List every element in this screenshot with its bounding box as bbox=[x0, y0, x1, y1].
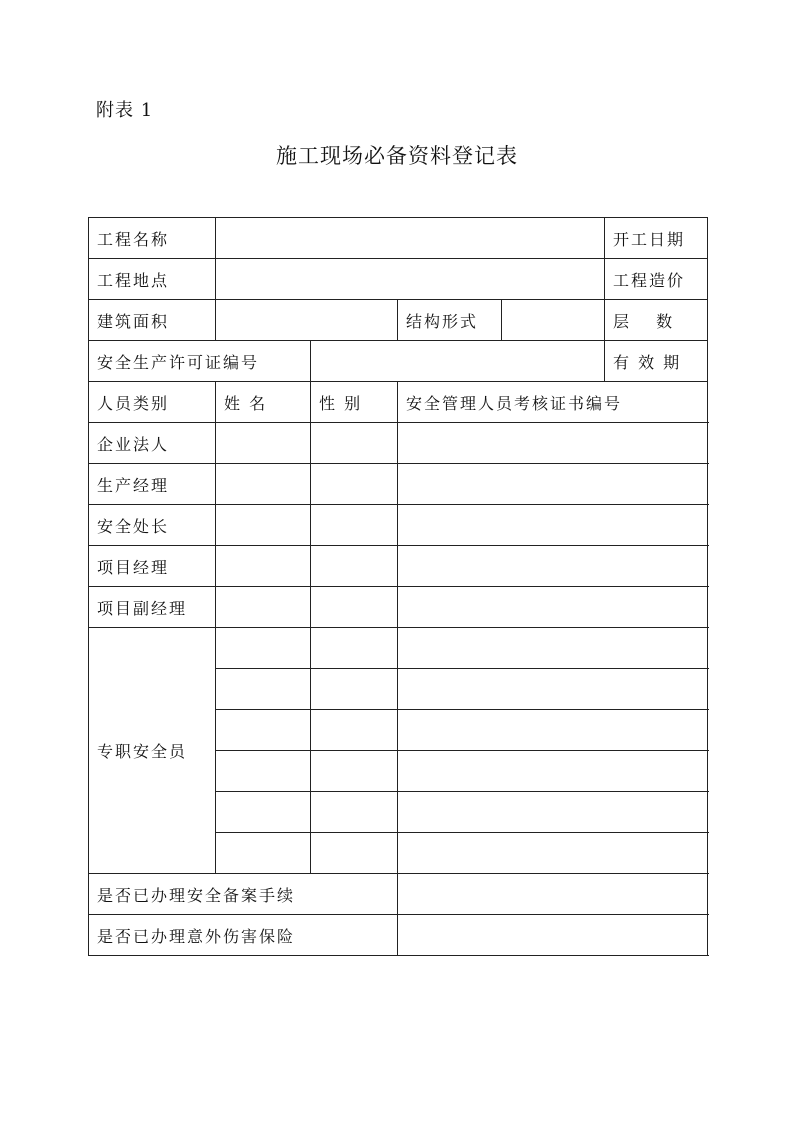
name-input-cell[interactable] bbox=[216, 669, 311, 710]
building-info-row bbox=[89, 300, 708, 341]
certificate-input-cell[interactable] bbox=[398, 751, 708, 792]
table-row bbox=[89, 587, 708, 628]
validity-period-label: 有 效 期 bbox=[605, 341, 708, 382]
name-input-cell[interactable] bbox=[216, 546, 311, 587]
personnel-name-header: 姓 名 bbox=[216, 382, 311, 423]
injury-insurance-input-cell[interactable] bbox=[398, 915, 708, 956]
role-label: 生产经理 bbox=[89, 464, 216, 505]
certificate-input-cell[interactable] bbox=[398, 669, 708, 710]
name-input-cell[interactable] bbox=[216, 710, 311, 751]
certificate-input-cell[interactable] bbox=[398, 505, 708, 546]
name-input-cell[interactable] bbox=[216, 505, 311, 546]
project-location-row bbox=[89, 259, 708, 300]
project-name-label: 工程名称 bbox=[89, 218, 216, 259]
gender-input-cell[interactable] bbox=[311, 833, 398, 874]
role-label: 企业法人 bbox=[89, 423, 216, 464]
certificate-input-cell[interactable] bbox=[398, 792, 708, 833]
safety-license-label: 安全生产许可证编号 bbox=[89, 341, 311, 382]
safety-officer-label: 专职安全员 bbox=[89, 628, 216, 874]
page-title: 施工现场必备资料登记表 bbox=[276, 144, 518, 168]
building-area-label: 建筑面积 bbox=[89, 300, 216, 341]
name-input-cell[interactable] bbox=[216, 423, 311, 464]
safety-license-input-cell[interactable] bbox=[311, 341, 605, 382]
project-name-row bbox=[89, 218, 708, 259]
certificate-input-cell[interactable] bbox=[398, 710, 708, 751]
personnel-header-row bbox=[89, 382, 708, 423]
name-input-cell[interactable] bbox=[216, 751, 311, 792]
start-date-label: 开工日期 bbox=[605, 218, 708, 259]
gender-input-cell[interactable] bbox=[311, 505, 398, 546]
table-row bbox=[89, 423, 708, 464]
floors-label: 层 数 bbox=[605, 300, 708, 341]
attachment-label: 附表 1 bbox=[96, 100, 154, 121]
role-label: 项目经理 bbox=[89, 546, 216, 587]
gender-input-cell[interactable] bbox=[311, 464, 398, 505]
personnel-certificate-header: 安全管理人员考核证书编号 bbox=[398, 382, 708, 423]
registration-form-table bbox=[88, 217, 708, 956]
structure-type-input-cell[interactable] bbox=[502, 300, 605, 341]
table-row bbox=[89, 628, 708, 669]
injury-insurance-row bbox=[89, 915, 708, 956]
project-cost-label: 工程造价 bbox=[605, 259, 708, 300]
gender-input-cell[interactable] bbox=[311, 669, 398, 710]
name-input-cell[interactable] bbox=[216, 587, 311, 628]
gender-input-cell[interactable] bbox=[311, 751, 398, 792]
gender-input-cell[interactable] bbox=[311, 546, 398, 587]
role-label: 安全处长 bbox=[89, 505, 216, 546]
personnel-category-header: 人员类别 bbox=[89, 382, 216, 423]
project-name-input-cell[interactable] bbox=[216, 218, 605, 259]
gender-input-cell[interactable] bbox=[311, 587, 398, 628]
project-location-input-cell[interactable] bbox=[216, 259, 605, 300]
injury-insurance-label: 是否已办理意外伤害保险 bbox=[89, 915, 398, 956]
certificate-input-cell[interactable] bbox=[398, 546, 708, 587]
personnel-gender-header: 性 别 bbox=[311, 382, 398, 423]
gender-input-cell[interactable] bbox=[311, 628, 398, 669]
safety-license-row bbox=[89, 341, 708, 382]
role-label: 项目副经理 bbox=[89, 587, 216, 628]
name-input-cell[interactable] bbox=[216, 833, 311, 874]
table-row bbox=[89, 464, 708, 505]
name-input-cell[interactable] bbox=[216, 792, 311, 833]
structure-type-label: 结构形式 bbox=[398, 300, 502, 341]
gender-input-cell[interactable] bbox=[311, 792, 398, 833]
certificate-input-cell[interactable] bbox=[398, 423, 708, 464]
safety-filing-label: 是否已办理安全备案手续 bbox=[89, 874, 398, 915]
name-input-cell[interactable] bbox=[216, 628, 311, 669]
safety-filing-row bbox=[89, 874, 708, 915]
table-row bbox=[89, 546, 708, 587]
certificate-input-cell[interactable] bbox=[398, 628, 708, 669]
name-input-cell[interactable] bbox=[216, 464, 311, 505]
gender-input-cell[interactable] bbox=[311, 423, 398, 464]
project-location-label: 工程地点 bbox=[89, 259, 216, 300]
certificate-input-cell[interactable] bbox=[398, 833, 708, 874]
gender-input-cell[interactable] bbox=[311, 710, 398, 751]
safety-filing-input-cell[interactable] bbox=[398, 874, 708, 915]
certificate-input-cell[interactable] bbox=[398, 587, 708, 628]
building-area-input-cell[interactable] bbox=[216, 300, 398, 341]
table-row bbox=[89, 505, 708, 546]
certificate-input-cell[interactable] bbox=[398, 464, 708, 505]
